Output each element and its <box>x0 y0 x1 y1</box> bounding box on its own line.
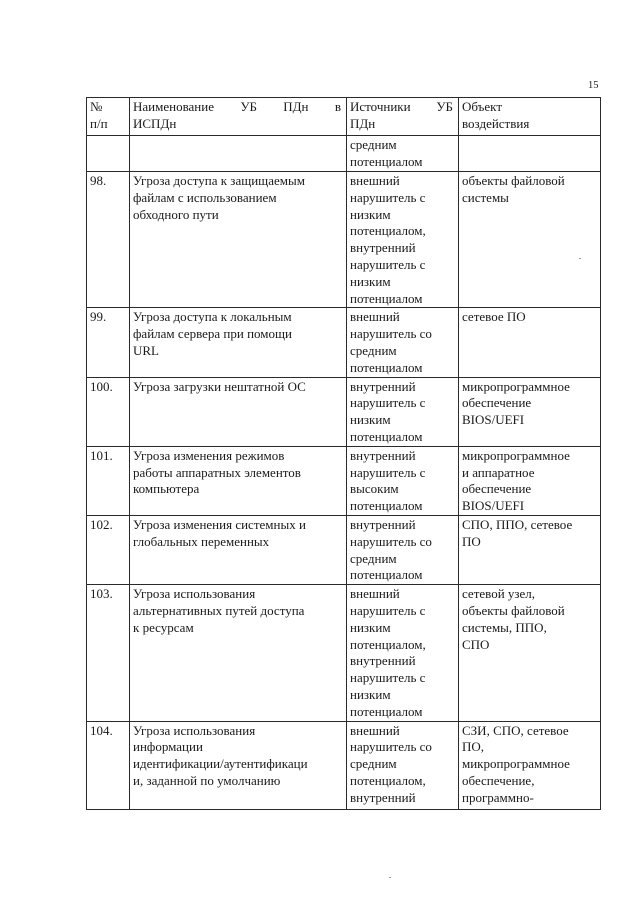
impact-object-line: СЗИ, СПО, сетевое <box>462 722 569 738</box>
header-threat-name-line2: ИСПДн <box>133 115 177 131</box>
header-word: ПДн <box>283 99 309 114</box>
threat-source-line: внутренний <box>350 789 416 805</box>
impact-object-line: СПО <box>462 636 490 652</box>
threat-name-line: URL <box>133 342 159 358</box>
threat-source-line: высоким <box>350 481 399 497</box>
threat-source-line: нарушитель с <box>350 256 426 272</box>
impact-object-line: ПО, <box>462 739 485 755</box>
threat-name-line: Угроза использования <box>133 586 256 602</box>
row-number: 103. <box>90 586 113 602</box>
impact-object-line: обеспечение, <box>462 772 535 788</box>
table-row <box>87 721 601 809</box>
threat-name-cell <box>130 377 347 446</box>
threat-source-line: потенциалом <box>350 428 423 444</box>
threat-source-cell <box>347 721 459 809</box>
threats-table <box>86 97 601 810</box>
row-number-cell <box>87 308 130 377</box>
scan-dot <box>579 258 581 259</box>
threat-source-line: нарушитель с <box>350 464 426 480</box>
threat-source-cell <box>347 515 459 584</box>
table-row <box>87 446 601 515</box>
threat-source-line: средним <box>350 756 397 772</box>
threat-source-line: низким <box>350 412 391 428</box>
row-number: 104. <box>90 722 113 738</box>
threat-name-line: компьютера <box>133 481 200 497</box>
threat-source-line: нарушитель с <box>350 189 426 205</box>
impact-object-line: микропрограммное <box>462 378 570 394</box>
threat-source-line: внутренний <box>350 653 416 669</box>
header-impact-object-line1: Объект <box>462 99 502 114</box>
threat-source-line: потенциалом <box>350 359 423 375</box>
impact-object-line: микропрограммное <box>462 756 570 772</box>
header-threat-sources <box>347 98 459 136</box>
impact-object-cell <box>459 377 601 446</box>
row-number-cell <box>87 172 130 308</box>
header-word: Наименование <box>133 99 214 114</box>
threat-source-line: внутренний <box>350 516 416 532</box>
header-threat-name-line1 <box>133 99 343 116</box>
impact-object-line: сетевое ПО <box>462 309 526 325</box>
continuation-name-cell <box>130 136 347 172</box>
threat-name-line: Угроза изменения режимов <box>133 447 285 463</box>
threat-source-line: внешний <box>350 586 400 602</box>
threat-source-line: нарушитель с <box>350 670 426 686</box>
threat-name-line: обходного пути <box>133 206 219 222</box>
threat-name-cell <box>130 515 347 584</box>
table-row <box>87 515 601 584</box>
threat-source-line: внешний <box>350 173 400 188</box>
continuation-source-line: средним <box>350 137 397 152</box>
threat-source-line: потенциалом, <box>350 772 426 788</box>
threat-name-line: работы аппаратных элементов <box>133 464 301 480</box>
threat-name-cell <box>130 172 347 308</box>
threat-source-line: низким <box>350 206 391 222</box>
threat-source-line: внутренний <box>350 378 416 394</box>
impact-object-line: и аппаратное <box>462 464 535 480</box>
impact-object-line: ПО <box>462 533 481 549</box>
row-number: 98. <box>90 173 107 188</box>
impact-object-line: объекты файловой <box>462 173 565 188</box>
impact-object-line: обеспечение <box>462 395 532 411</box>
row-number-cell <box>87 515 130 584</box>
impact-object-cell <box>459 172 601 308</box>
threat-name-line: идентификации/аутентификаци <box>133 756 308 772</box>
table-row <box>87 308 601 377</box>
impact-object-line: BIOS/UEFI <box>462 498 525 514</box>
table-row <box>87 172 601 308</box>
threat-source-line: средним <box>350 342 397 358</box>
threat-name-line: Угроза изменения системных и <box>133 516 306 532</box>
threat-name-line: альтернативных путей доступа <box>133 602 305 618</box>
threat-source-line: потенциалом <box>350 290 423 306</box>
row-number: 99. <box>90 309 107 325</box>
impact-object-line: микропрограммное <box>462 447 570 463</box>
threat-source-line: нарушитель со <box>350 739 432 755</box>
threat-source-line: внутренний <box>350 447 416 463</box>
threat-name-line: и, заданной по умолчанию <box>133 772 281 788</box>
threat-source-line: внутренний <box>350 240 416 256</box>
header-number-line2: п/п <box>90 115 108 131</box>
header-threat-sources-line1 <box>350 99 455 116</box>
threat-source-line: потенциалом, <box>350 636 426 652</box>
threat-source-line: низким <box>350 619 391 635</box>
threat-name-line: информации <box>133 739 203 755</box>
impact-object-line: объекты файловой <box>462 602 565 618</box>
header-impact-object-line2: воздействия <box>462 115 530 131</box>
threat-source-line: низким <box>350 273 391 289</box>
threat-source-line: нарушитель со <box>350 533 432 549</box>
continuation-source-cell <box>347 136 459 172</box>
threat-source-line: низким <box>350 686 391 702</box>
header-word: УБ <box>436 99 453 114</box>
threat-source-line: внешний <box>350 722 400 738</box>
header-number-line1: № <box>90 99 103 114</box>
row-number-cell <box>87 721 130 809</box>
threat-name-line: файлам с использованием <box>133 189 277 205</box>
page-number: 15 <box>588 80 599 91</box>
header-word: в <box>334 99 341 114</box>
threat-source-cell <box>347 585 459 721</box>
impact-object-cell <box>459 721 601 809</box>
threat-source-cell <box>347 172 459 308</box>
table-row <box>87 377 601 446</box>
threat-source-line: средним <box>350 550 397 566</box>
threat-source-cell <box>347 377 459 446</box>
threat-source-line: нарушитель с <box>350 602 426 618</box>
threat-source-cell <box>347 446 459 515</box>
row-number: 101. <box>90 447 113 463</box>
threat-source-line: потенциалом, <box>350 223 426 239</box>
impact-object-line: системы <box>462 189 509 205</box>
threat-source-line: нарушитель с <box>350 395 426 411</box>
threat-name-line: Угроза загрузки нештатной ОС <box>133 378 306 394</box>
threat-name-line: к ресурсам <box>133 619 194 635</box>
table-row <box>87 585 601 721</box>
impact-object-line: BIOS/UEFI <box>462 412 525 428</box>
header-threat-name <box>130 98 347 136</box>
threat-source-line: потенциалом <box>350 498 423 514</box>
row-number: 100. <box>90 378 113 394</box>
impact-object-line: сетевой узел, <box>462 586 536 602</box>
row-number: 102. <box>90 516 113 532</box>
continuation-row <box>87 136 601 172</box>
threat-name-cell <box>130 446 347 515</box>
row-number-cell <box>87 377 130 446</box>
impact-object-cell <box>459 515 601 584</box>
threat-name-line: Угроза доступа к локальным <box>133 309 292 325</box>
threat-name-line: глобальных переменных <box>133 533 270 549</box>
impact-object-line: СПО, ППО, сетевое <box>462 516 573 532</box>
threat-name-line: Угроза использования <box>133 722 256 738</box>
impact-object-cell <box>459 446 601 515</box>
threat-source-line: нарушитель со <box>350 326 432 342</box>
continuation-number-cell <box>87 136 130 172</box>
threat-source-line: внешний <box>350 309 400 325</box>
header-word: УБ <box>240 99 257 114</box>
impact-object-line: программно- <box>462 789 534 805</box>
threat-name-cell <box>130 308 347 377</box>
row-number-cell <box>87 585 130 721</box>
impact-object-line: обеспечение <box>462 481 532 497</box>
table-header-row <box>87 98 601 136</box>
threat-name-line: Угроза доступа к защищаемым <box>133 173 305 188</box>
impact-object-line: системы, ППО, <box>462 619 547 635</box>
threat-source-line: потенциалом <box>350 703 423 719</box>
scan-dot <box>389 877 391 878</box>
header-word: Источники <box>350 99 411 114</box>
impact-object-cell <box>459 308 601 377</box>
threat-name-cell <box>130 721 347 809</box>
header-impact-object <box>459 98 601 136</box>
header-threat-sources-line2: ПДн <box>350 115 376 131</box>
threat-name-line: файлам сервера при помощи <box>133 326 293 342</box>
continuation-source-line: потенциалом <box>350 153 423 169</box>
continuation-object-cell <box>459 136 601 172</box>
table-body <box>87 136 601 810</box>
threat-source-cell <box>347 308 459 377</box>
header-number <box>87 98 130 136</box>
impact-object-cell <box>459 585 601 721</box>
row-number-cell <box>87 446 130 515</box>
threat-name-cell <box>130 585 347 721</box>
threat-source-line: потенциалом <box>350 567 423 583</box>
